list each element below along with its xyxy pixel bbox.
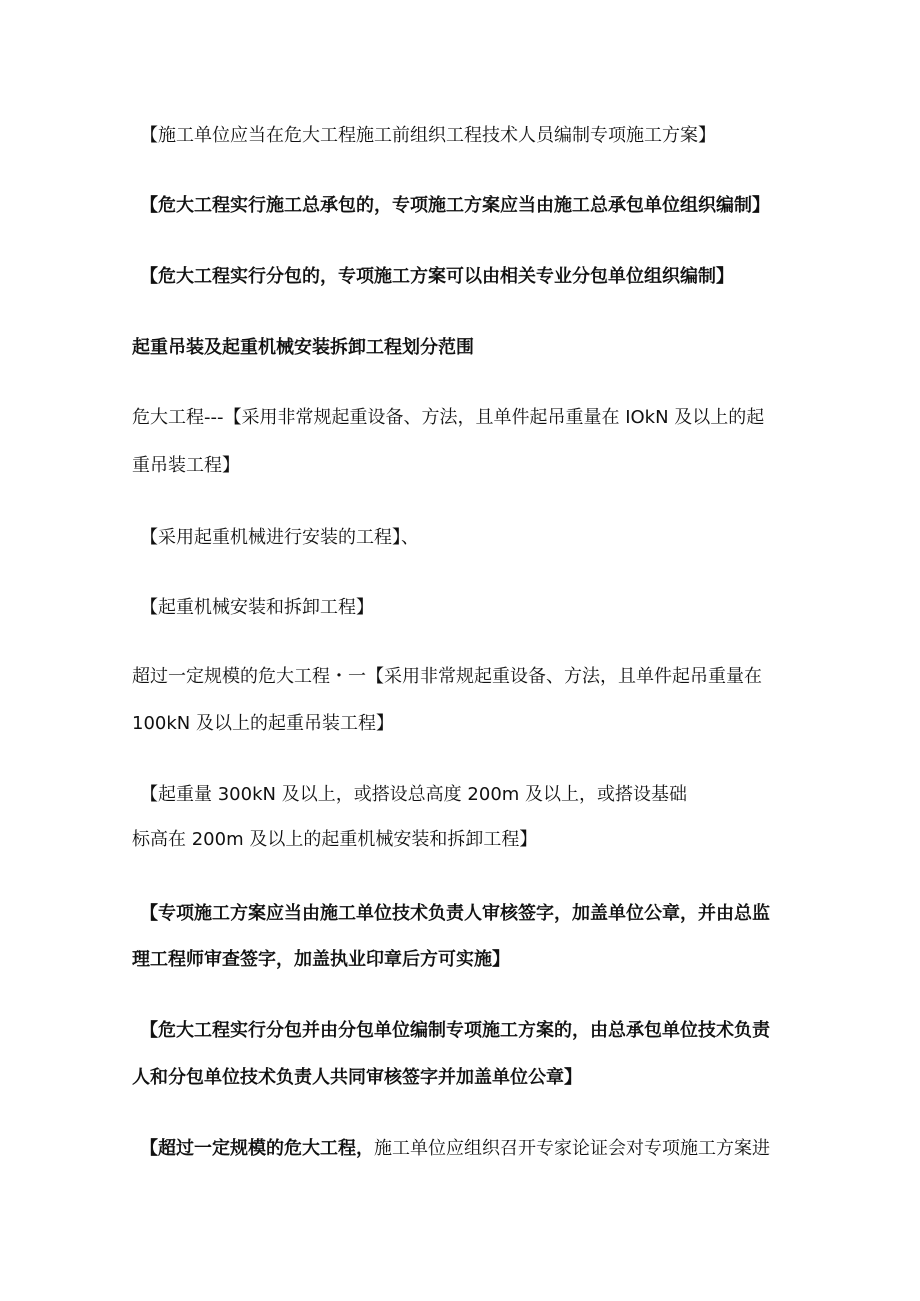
paragraph-8-line-2: 100kN 及以上的起重吊装工程】 [132, 713, 394, 734]
paragraph-10-line-2: 理工程师审查签字，加盖执业印章后方可实施】 [132, 949, 510, 970]
paragraph-12-line-1 [140, 1137, 770, 1161]
paragraph-10-line-1: 【专项施工方案应当由施工单位技术负责人审核签字，加盖单位公章，并由总监 [140, 903, 770, 924]
paragraph-8-line-1: 超过一定规模的危大工程・一【采用非常规起重设备、方法，且单件起吊重量在 [132, 666, 762, 687]
paragraph-9-line-1: 【起重量 300kN 及以上，或搭设总高度 200m 及以上，或搭设基础 [140, 784, 688, 805]
paragraph-5-line-2: 重吊装工程】 [132, 455, 240, 476]
paragraph-1-line-1: 【施工单位应当在危大工程施工前组织工程技术人员编制专项施工方案】 [140, 125, 716, 146]
paragraph-7-line-1: 【起重机械安装和拆卸工程】 [140, 597, 374, 618]
paragraph-12-rest: 施工单位应组织召开专家论证会对专项施工方案进 [374, 1138, 770, 1159]
paragraph-9-line-2: 标高在 200m 及以上的起重机械安装和拆卸工程】 [132, 829, 538, 850]
paragraph-11-line-2: 人和分包单位技术负责人共同审核签字并加盖单位公章】 [132, 1067, 582, 1088]
paragraph-3-line-1: 【危大工程实行分包的，专项施工方案可以由相关专业分包单位组织编制】 [140, 266, 734, 287]
paragraph-5-line-1: 危大工程---【采用非常规起重设备、方法，且单件起吊重量在 IOkN 及以上的起 [132, 407, 765, 428]
section-heading: 起重吊装及起重机械安装拆卸工程划分范围 [132, 337, 474, 358]
paragraph-11-line-1: 【危大工程实行分包并由分包单位编制专项施工方案的，由总承包单位技术负责 [140, 1020, 770, 1041]
paragraph-2-line-1: 【危大工程实行施工总承包的，专项施工方案应当由施工总承包单位组织编制】 [140, 195, 770, 216]
paragraph-6-line-1: 【采用起重机械进行安装的工程】、 [140, 527, 419, 548]
paragraph-12-bold-prefix: 【超过一定规模的危大工程， [140, 1138, 374, 1159]
